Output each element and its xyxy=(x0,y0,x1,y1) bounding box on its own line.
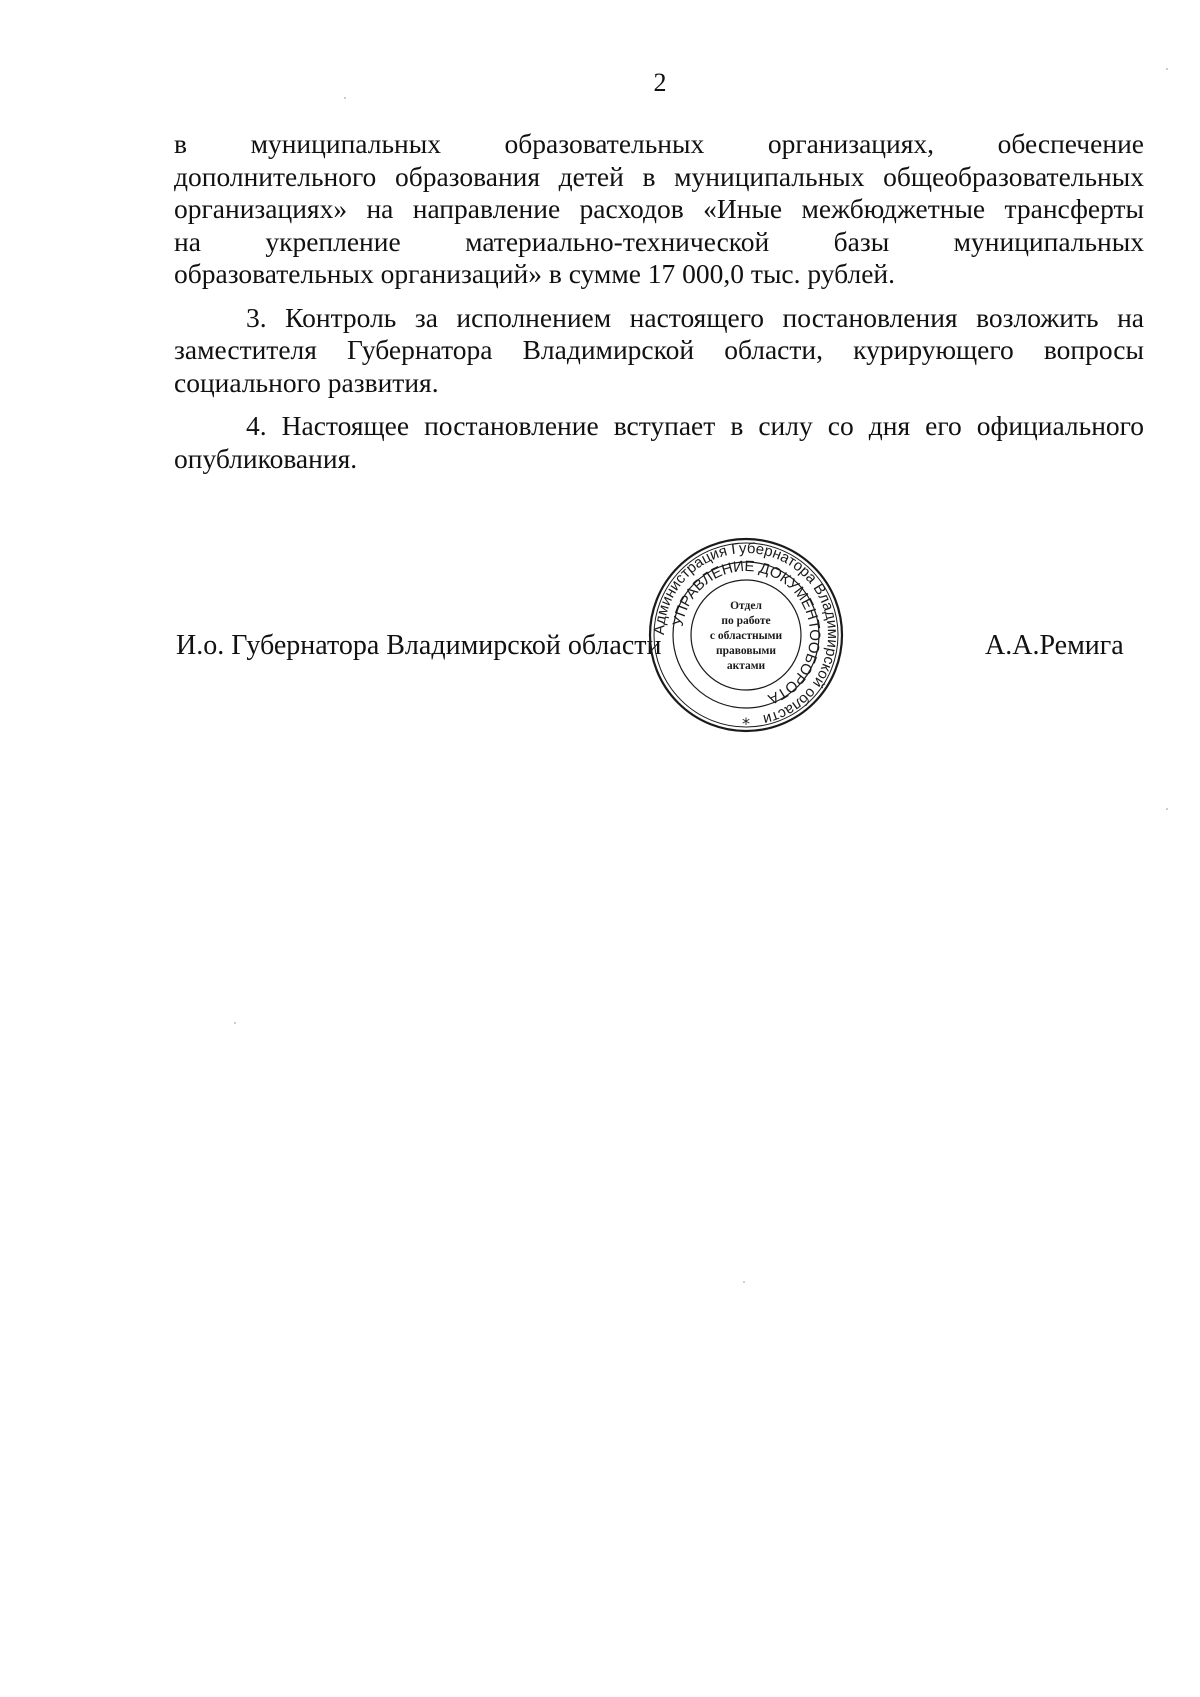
signer-title: И.о. Губернатора Владимирской области xyxy=(176,630,662,661)
seal-star-icon: * xyxy=(742,714,750,733)
scan-speck xyxy=(344,97,346,99)
official-seal xyxy=(646,535,846,735)
scan-speck xyxy=(1166,68,1168,70)
seal-center-line: правовыми xyxy=(715,645,777,657)
document-body xyxy=(174,128,1144,486)
text-line: образовательных организаций» в сумме 17 000,0 тыс. рублей. xyxy=(174,258,895,289)
text-line: дополнительного образования детей в муниципальных общеобразовательных xyxy=(174,160,1144,192)
scan-speck xyxy=(743,1281,745,1283)
paragraph-item-3: 3. Контроль за исполнением настоящего постановления возложить на заместителя Губернатора Владимирской области, курирующего вопросы социального развития. xyxy=(174,301,1144,398)
seal-center-line: по работе xyxy=(721,615,771,627)
seal-graphic xyxy=(646,535,846,735)
signature-block xyxy=(0,628,1200,668)
paragraph-continuation xyxy=(174,128,1144,291)
seal-inner-text: УПРАВЛЕНИЕ ДОКУМЕНТООБОРОТА xyxy=(669,557,824,708)
text-line: организациях» на направление расходов «Иные межбюджетные трансферты xyxy=(174,193,1144,224)
seal-center-line: Отдел xyxy=(730,600,762,612)
scan-speck xyxy=(1166,808,1168,810)
text-line: в муниципальных образовательных организациях, обеспечение xyxy=(174,128,1144,159)
page-number: 2 xyxy=(653,68,667,97)
seal-center-line: с областными xyxy=(709,630,783,642)
scan-speck xyxy=(234,1022,236,1024)
paragraph-item-4: 4. Настоящее постановление вступает в силу со дня его официального опубликования. xyxy=(174,410,1144,474)
text-line: на укрепление материально-технической базы муниципальных xyxy=(174,225,1144,257)
seal-center-line: актами xyxy=(726,660,766,672)
seal-outer-text: Администрация Губернатора Владимирской области xyxy=(650,539,842,729)
signer-name: А.А.Ремига xyxy=(985,630,1124,661)
